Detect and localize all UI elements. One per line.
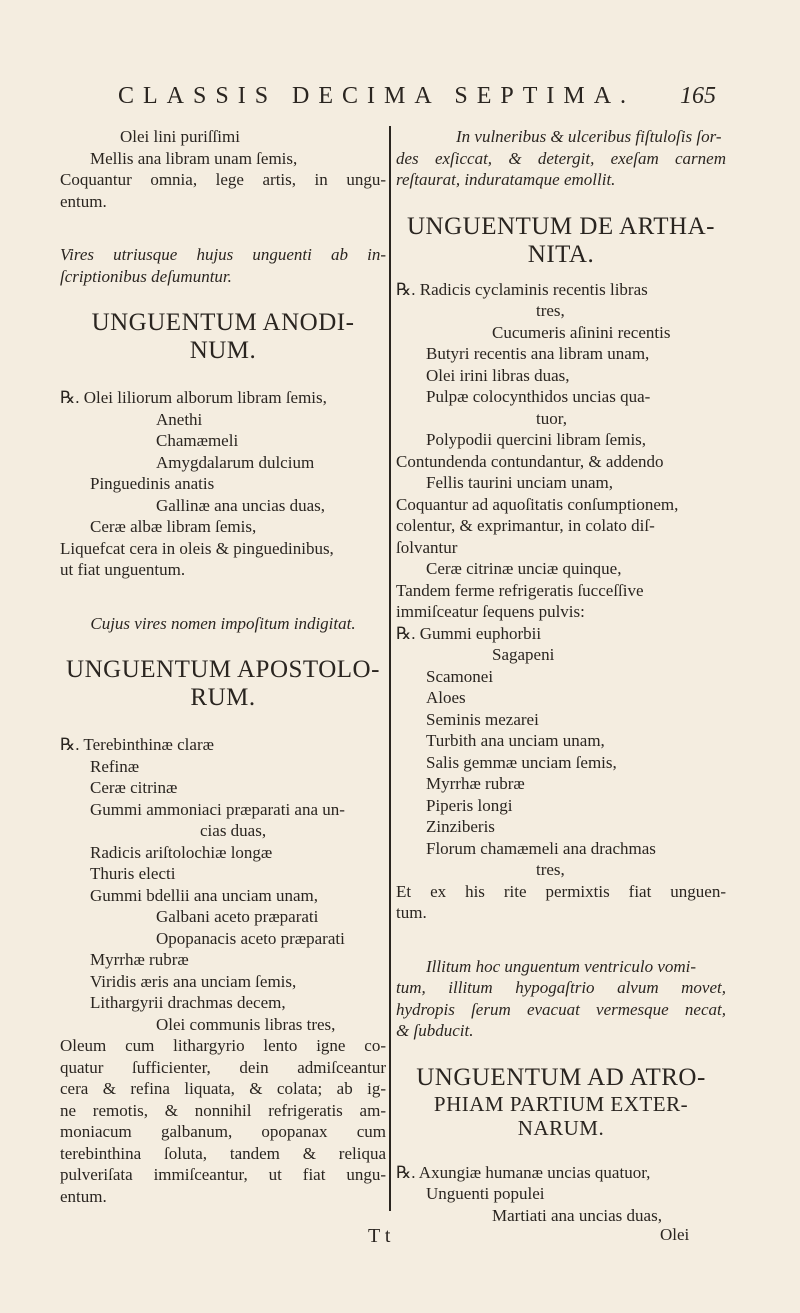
running-header bbox=[0, 83, 800, 123]
section-heading: UNGUENTUM APOSTOLO- bbox=[66, 656, 380, 683]
text-line: cera & refina liquata, & colata; ab ig- bbox=[60, 1079, 386, 1098]
text-line: ℞. Gummi euphorbii bbox=[396, 623, 542, 643]
text-line: tres, bbox=[536, 860, 565, 879]
italic-note-line: Illitum hoc unguentum ventriculo vomi- bbox=[426, 956, 697, 976]
text-line: Viridis æris ana unciam ſemis, bbox=[90, 971, 297, 991]
text-line: Opopanacis aceto præparati bbox=[156, 928, 345, 948]
text-line: Myrrhæ rubræ bbox=[90, 950, 189, 969]
page-number: 165 bbox=[680, 83, 716, 109]
text-line: quatur ſufficienter, dein admiſceantur bbox=[60, 1057, 386, 1077]
spacer bbox=[60, 634, 386, 656]
text-line: Martiati ana uncias duas, bbox=[492, 1205, 662, 1225]
spacer bbox=[60, 212, 386, 244]
text-line: tum. bbox=[396, 903, 427, 922]
italic-note-line: Cujus vires nomen impoſitum indigitat. bbox=[90, 613, 356, 633]
text-line: Olei communis libras tres, bbox=[156, 1014, 336, 1034]
italic-note-line: ſcriptionibus deſumuntur. bbox=[60, 266, 232, 286]
text-line: Mellis ana libram unam ſemis, bbox=[90, 148, 298, 168]
section-heading: UNGUENTUM DE ARTHA- bbox=[407, 212, 715, 240]
text-line: entum. bbox=[60, 1186, 107, 1206]
text-line: Ceræ citrinæ unciæ quinque, bbox=[426, 559, 622, 578]
text-line: Pinguedinis anatis bbox=[90, 474, 215, 493]
spacer bbox=[60, 581, 386, 613]
text-line: Myrrhæ rubræ bbox=[426, 774, 525, 793]
text-line: Sagapeni bbox=[492, 645, 555, 664]
section-heading: NUM. bbox=[189, 337, 257, 364]
text-line: Olei irini libras duas, bbox=[426, 365, 570, 385]
text-line: ℞. Axungiæ humanæ uncias quatuor, bbox=[396, 1162, 651, 1182]
section-heading: RUM. bbox=[190, 684, 256, 711]
text-line: Gummi bdellii ana unciam unam, bbox=[90, 885, 319, 905]
section-heading: NARUM. bbox=[517, 1115, 605, 1140]
text-line: Pulpæ colocynthidos uncias qua- bbox=[426, 387, 651, 406]
text-line: Amygdalarum dulcium bbox=[156, 452, 315, 472]
text-line: tres, bbox=[536, 301, 565, 320]
text-line: Tandem ferme refrigeratis ſucceſſive bbox=[396, 580, 644, 600]
text-line: Scamonei bbox=[426, 666, 494, 686]
signature-mark: T t bbox=[368, 1225, 391, 1247]
text-line: Anethi bbox=[156, 409, 203, 429]
text-line: Contundenda contundantur, & addendo bbox=[396, 451, 664, 471]
italic-note-line: Vires utriusque hujus unguenti ab in- bbox=[60, 245, 386, 264]
text-line: Seminis mezarei bbox=[426, 709, 539, 729]
text-line: entum. bbox=[60, 191, 107, 211]
text-line: Gallinæ ana uncias duas, bbox=[156, 495, 326, 515]
text-line: Polypodii quercini libram ſemis, bbox=[426, 430, 647, 449]
text-line: Thuris electi bbox=[90, 864, 176, 883]
text-line: Radicis ariſtolochiæ longæ bbox=[90, 842, 273, 862]
column-divider bbox=[389, 126, 391, 1211]
text-line: colentur, & exprimantur, in colato diſ- bbox=[396, 516, 655, 535]
text-line: Ceræ citrinæ bbox=[90, 778, 178, 797]
text-line: Liquefcat cera in oleis & pinguedinibus, bbox=[60, 538, 334, 558]
text-line: Chamæmeli bbox=[156, 431, 239, 450]
section-heading: UNGUENTUM ANODI- bbox=[91, 309, 355, 336]
page-footer bbox=[0, 1225, 800, 1255]
spacer bbox=[396, 924, 726, 956]
text-line: Cucumeris aſinini recentis bbox=[492, 322, 671, 342]
text-line: tuor, bbox=[536, 408, 567, 428]
text-line: Butyri recentis ana libram unam, bbox=[426, 344, 650, 363]
text-line: Lithargyrii drachmas decem, bbox=[90, 993, 286, 1012]
text-line: ℞. Olei liliorum alborum libram ſemis, bbox=[60, 388, 327, 407]
text-line: ℞. Radicis cyclaminis recentis libras bbox=[396, 279, 648, 299]
text-line: Olei lini puriſſimi bbox=[120, 127, 240, 146]
text-line: Unguenti populei bbox=[426, 1184, 545, 1203]
text-line: Fellis taurini unciam unam, bbox=[426, 473, 613, 492]
left-column bbox=[60, 126, 386, 1206]
section-heading: NITA. bbox=[527, 240, 595, 268]
text-line: moniacum galbanum, opopanax cum bbox=[60, 1122, 386, 1141]
italic-note-line: des exſiccat, & detergit, exeſam carnem bbox=[396, 148, 726, 168]
text-line: Et ex his rite permixtis fiat unguen- bbox=[396, 881, 726, 901]
text-line: ℞. Terebinthinæ claræ bbox=[60, 735, 214, 754]
text-line: immiſceatur ſequens pulvis: bbox=[396, 602, 585, 621]
text-line: Zinziberis bbox=[426, 817, 495, 836]
spacer bbox=[60, 365, 386, 387]
italic-note-line: & ſubducit. bbox=[396, 1021, 474, 1040]
text-line: Galbani aceto præparati bbox=[156, 907, 319, 926]
italic-note-line: tum, illitum hypogaſtrio alvum movet, bbox=[396, 978, 726, 997]
italic-note-line: reſtaurat, induratamque emollit. bbox=[396, 170, 616, 189]
spacer bbox=[396, 1140, 726, 1162]
spacer bbox=[396, 1042, 726, 1064]
spacer bbox=[60, 712, 386, 734]
section-heading: UNGUENTUM AD ATRO- bbox=[416, 1063, 706, 1091]
text-line: Ceræ albæ libram ſemis, bbox=[90, 517, 257, 536]
spacer bbox=[396, 191, 726, 213]
text-line: cias duas, bbox=[200, 821, 267, 840]
text-line: pulveriſata immiſceantur, ut fiat ungu- bbox=[60, 1165, 386, 1184]
text-line: Refinæ bbox=[90, 756, 140, 776]
running-title: CLASSIS DECIMA SEPTIMA. bbox=[118, 83, 636, 109]
text-line: Florum chamæmeli ana drachmas bbox=[426, 838, 656, 858]
spacer bbox=[60, 287, 386, 309]
text-line: Turbith ana unciam unam, bbox=[426, 731, 605, 750]
text-line: terebinthina ſoluta, tandem & reliqua bbox=[60, 1143, 386, 1163]
text-line: Aloes bbox=[426, 688, 466, 707]
text-line: Piperis longi bbox=[426, 795, 513, 815]
text-line: Salis gemmæ unciam ſemis, bbox=[426, 752, 617, 772]
section-heading: PHIAM PARTIUM EXTER- bbox=[433, 1091, 689, 1116]
italic-note-line: In vulneribus & ulceribus fiſtuloſis ſor- bbox=[456, 127, 722, 146]
text-line: Gummi ammoniaci præparati ana un- bbox=[90, 799, 345, 819]
spacer bbox=[396, 269, 726, 279]
text-line: Coquantur ad aquoſitatis conſumptionem, bbox=[396, 494, 679, 514]
italic-note-line: hydropis ſerum evacuat vermesque necat, bbox=[396, 999, 726, 1019]
text-line: Oleum cum lithargyrio lento igne co- bbox=[60, 1036, 386, 1055]
text-line: ſolvantur bbox=[396, 537, 458, 557]
text-line: ut fiat unguentum. bbox=[60, 560, 186, 579]
right-column bbox=[396, 126, 726, 1225]
catchword: Olei bbox=[660, 1225, 690, 1244]
text-line: Coquantur omnia, lege artis, in ungu- bbox=[60, 170, 386, 189]
text-line: ne remotis, & nonnihil refrigeratis am- bbox=[60, 1100, 386, 1120]
